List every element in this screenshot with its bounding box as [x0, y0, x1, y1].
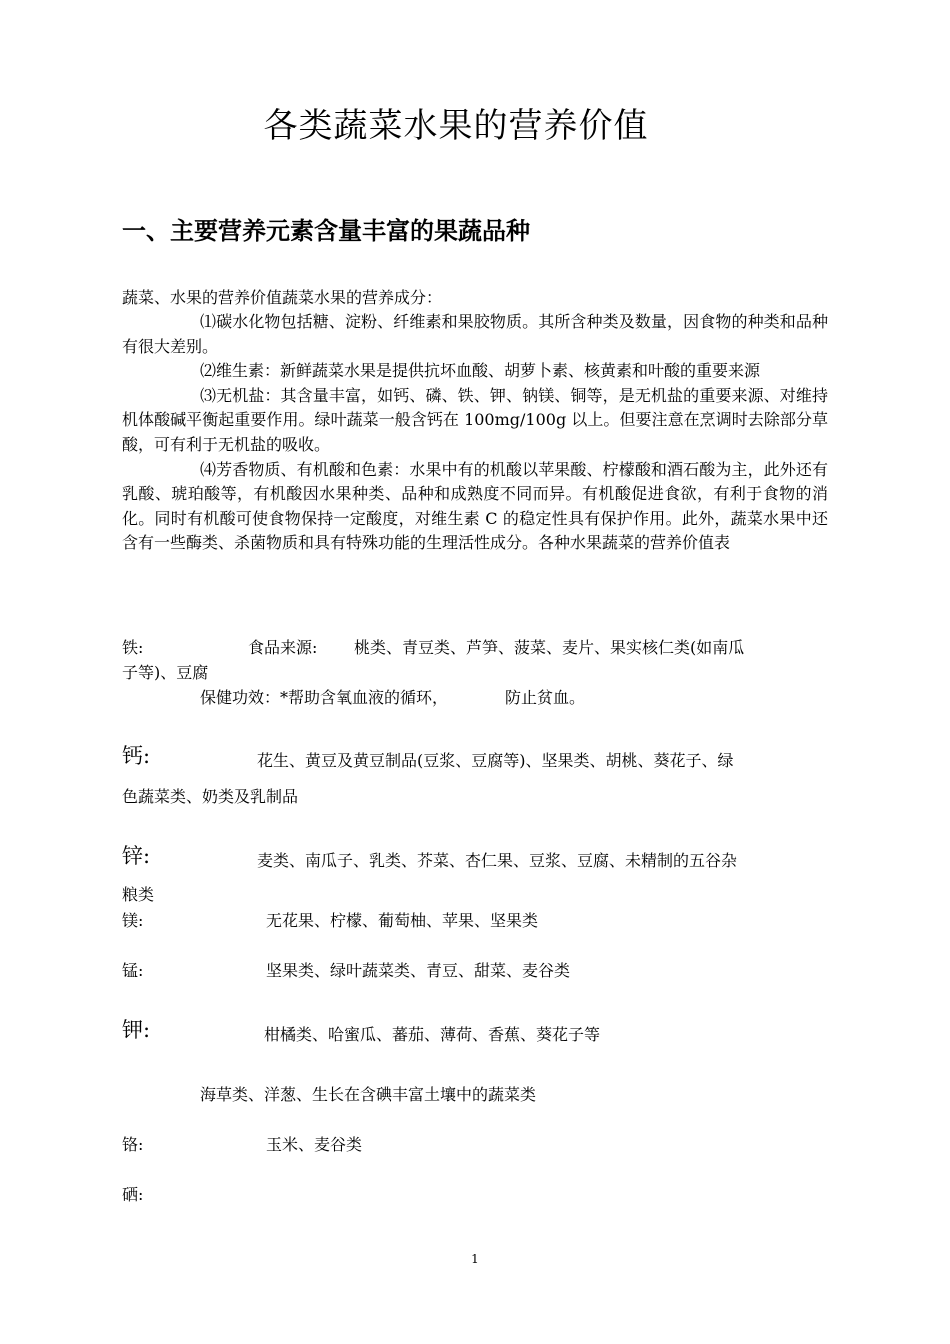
nutrient-paragraphs: [122, 310, 828, 556]
zinc-line2: 粮类: [122, 885, 155, 904]
chromium-label: 铬:: [122, 1135, 144, 1154]
page-title: 各类蔬菜水果的营养价值: [263, 106, 649, 146]
iron-benefit-2: 防止贫血。: [505, 688, 586, 707]
iron-sources-line2: 子等)、豆腐: [122, 663, 209, 682]
iron-label: 铁:: [122, 638, 144, 657]
iron-benefit: *帮助含氧血液的循环，: [280, 688, 449, 707]
paragraph-mineral-salt: ⑶无机盐：其含量丰富，如钙、磷、铁、钾、钠镁、铜等，是无机盐的重要来源、对维持机体酸碱平衡起重要作用。绿叶蔬菜一般含钙在 100mg/100g 以上。但要注意在烹调时去除部分草酸，可有利于无机盐的吸收。: [122, 385, 828, 454]
iron-source-label: 食品来源:: [248, 638, 318, 657]
zinc-label: 锌:: [122, 844, 151, 868]
paragraph-carbohydrate: ⑴碳水化物包括糖、淀粉、纤维素和果胶物质。其所含种类及数量，因食物的种类和品种有很大差别。: [122, 312, 828, 356]
manganese-label: 锰:: [122, 961, 144, 980]
section-heading: 一、主要营养元素含量丰富的果蔬品种: [122, 217, 530, 245]
iron-sources-line1: 桃类、青豆类、芦笋、菠菜、麦片、果实核仁类(如南瓜: [354, 638, 745, 657]
selenium-label: 硒:: [122, 1185, 144, 1204]
chromium-value: 玉米、麦谷类: [266, 1135, 363, 1154]
calcium-line1: 花生、黄豆及黄豆制品(豆浆、豆腐等)、坚果类、胡桃、葵花子、绿: [257, 751, 734, 770]
iodine-value: 海草类、洋葱、生长在含碘丰富土壤中的蔬菜类: [200, 1085, 537, 1104]
paragraph-aroma-acid: ⑷芳香物质、有机酸和色素：水果中有的机酸以苹果酸、柠檬酸和酒石酸为主，此外还有乳酸、琥珀酸等，有机酸因水果种类、品种和成熟度不同而异。有机酸促进食欲，有利于食物的消化。同时有机酸可使食物保持一定酸度，对维生素 C 的稳定性具有保护作用。此外，蔬菜水果中还含有一些酶类、杀菌物质和具有特殊功能的生理活性成分。各种水果蔬菜的营养价值表: [122, 459, 828, 553]
calcium-label: 钙:: [122, 744, 151, 768]
potassium-value: 柑橘类、哈蜜瓜、蕃茄、薄荷、香蕉、葵花子等: [264, 1025, 601, 1044]
potassium-label: 钾:: [122, 1018, 151, 1042]
magnesium-label: 镁:: [122, 911, 144, 930]
calcium-line2: 色蔬菜类、奶类及乳制品: [122, 787, 299, 806]
iron-benefit-label: 保健功效：: [200, 688, 281, 707]
zinc-line1: 麦类、南瓜子、乳类、芥菜、杏仁果、豆浆、豆腐、未精制的五谷杂: [257, 851, 738, 870]
intro-line: 蔬菜、水果的营养价值蔬菜水果的营养成分：: [122, 288, 443, 307]
paragraph-vitamin: ⑵维生素：新鲜蔬菜水果是提供抗坏血酸、胡萝卜素、核黄素和叶酸的重要来源: [200, 361, 761, 381]
manganese-value: 坚果类、绿叶蔬菜类、青豆、甜菜、麦谷类: [266, 961, 571, 980]
page-number: 1: [471, 1252, 479, 1266]
magnesium-value: 无花果、柠檬、葡萄柚、苹果、坚果类: [266, 911, 539, 930]
